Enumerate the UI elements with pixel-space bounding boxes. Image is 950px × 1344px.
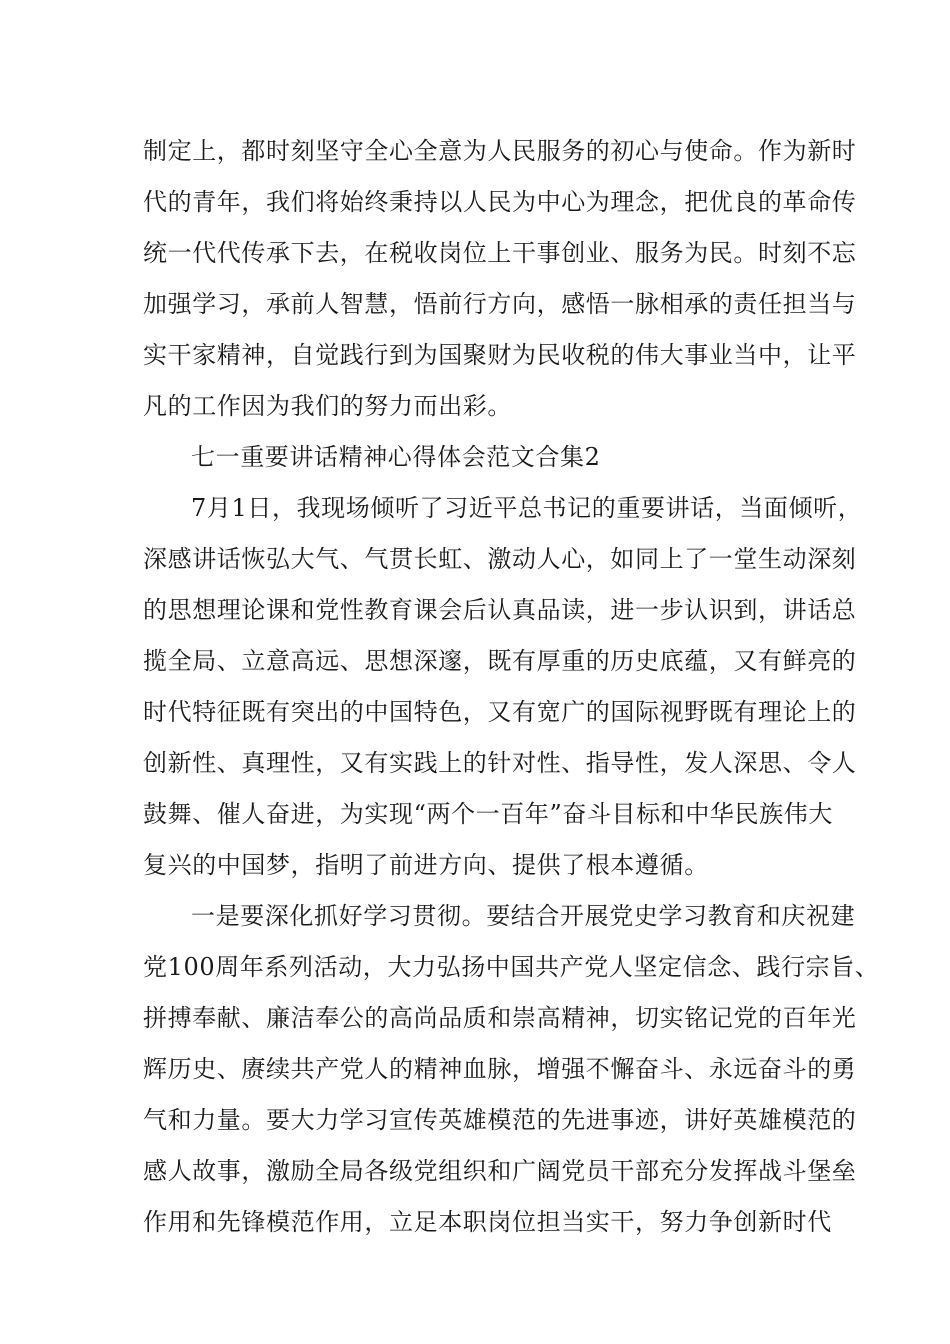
text-line: 作用和先锋模范作用，立足本职岗位担当实干，努力争创新时代: [143, 1208, 832, 1236]
text-line: 制定上，都时刻坚守全心全意为人民服务的初心与使命。作为新时: [143, 137, 857, 165]
text-line: 党100周年系列活动，大力弘扬中国共产党人坚定信念、践行宗旨、: [143, 953, 880, 981]
text-line: 一是要深化抓好学习贯彻。要结合开展党史学习教育和庆祝建: [191, 902, 856, 930]
text-line: 的思想理论课和党性教育课会后认真品读，进一步认识到，讲话总: [143, 596, 857, 624]
text-line: 统一代代传承下去，在税收岗位上干事创业、服务为民。时刻不忘: [143, 239, 857, 267]
text-line: 代的青年，我们将始终秉持以人民为中心为理念，把优良的革命传: [143, 188, 857, 216]
text-line: 感人故事，激励全局各级党组织和广阔党员干部充分发挥战斗堡垒: [143, 1157, 857, 1185]
text-line: 深感讲话恢弘大气、气贯长虹、激动人心，如同上了一堂生动深刻: [143, 545, 857, 573]
text-line: 复兴的中国梦，指明了前进方向、提供了根本遵循。: [143, 851, 709, 879]
text-line: 时代特征既有突出的中国特色，又有宽广的国际视野既有理论上的: [143, 698, 857, 726]
text-line: 拼搏奉献、廉洁奉公的高尚品质和崇高精神，切实铭记党的百年光: [143, 1004, 857, 1032]
text-line: 鼓舞、催人奋进，为实现“两个一百年”奋斗目标和中华民族伟大: [143, 800, 833, 828]
text-line: 7月1日，我现场倾听了习近平总书记的重要讲话，当面倾听，: [191, 494, 863, 522]
text-line: 辉历史、赓续共产党人的精神血脉，增强不懈奋斗、永远奋斗的勇: [143, 1055, 857, 1083]
text-line: 实干家精神，自觉践行到为国聚财为民收税的伟大事业当中，让平: [143, 341, 857, 369]
text-line: 加强学习，承前人智慧，悟前行方向，感悟一脉相承的责任担当与: [143, 290, 857, 318]
section-heading: 七一重要讲话精神心得体会范文合集2: [191, 443, 601, 471]
text-line: 创新性、真理性，又有实践上的针对性、指导性，发人深思、令人: [143, 749, 857, 777]
text-line: 凡的工作因为我们的努力而出彩。: [143, 392, 512, 420]
text-line: 揽全局、立意高远、思想深邃，既有厚重的历史底蕴，又有鲜亮的: [143, 647, 857, 675]
text-line: 气和力量。要大力学习宣传英雄模范的先进事迹，讲好英雄模范的: [143, 1106, 857, 1134]
